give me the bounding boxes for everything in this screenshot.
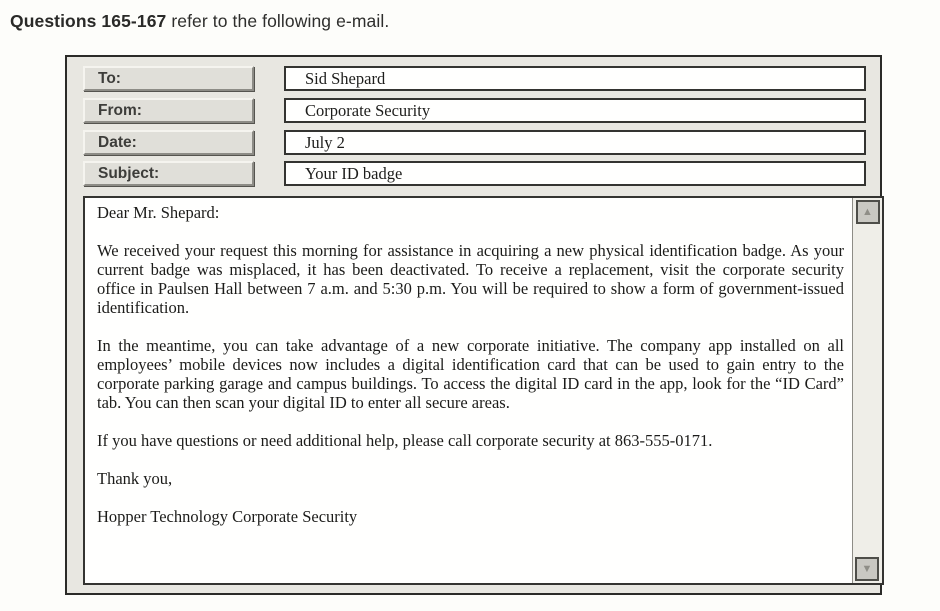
from-label-button[interactable]: From: (83, 98, 254, 123)
paragraph-1: We received your request this morning for assistance in acquiring a new physical identification badge. As your current badge was misplaced, it has been deactivated. To receive a replacement, visit the corporate security office in Paulsen Hall between 7 a.m. and 5:30 p.m. You will be required to show a form of government-issued identification. (97, 241, 844, 317)
salutation: Dear Mr. Shepard: (97, 203, 220, 222)
scroll-up-icon: ▲ (862, 206, 873, 218)
email-window (65, 55, 882, 595)
scrollbar[interactable] (852, 198, 882, 583)
subject-field[interactable]: Your ID badge (284, 161, 866, 186)
question-header (10, 11, 389, 32)
question-description: refer to the following e-mail. (166, 11, 390, 31)
paragraph-2: In the meantime, you can take advantage of a new corporate initiative. The company app installed on all employees’ mobile devices now includes a digital identification card that can be used to gain entry to the corporate parking garage and campus buildings. To access the digital ID card in the app, look for the “ID Card” tab. You can then scan your digital ID to enter all secure areas. (97, 336, 844, 412)
question-range: Questions 165-167 (10, 11, 167, 31)
to-field[interactable]: Sid Shepard (284, 66, 866, 91)
date-field[interactable]: July 2 (284, 130, 866, 155)
signature: Hopper Technology Corporate Security (97, 507, 358, 526)
scrollbar-track[interactable] (853, 226, 882, 555)
paragraph-3: If you have questions or need additional help, please call corporate security at 863-555-0171. (97, 431, 713, 450)
to-label-button[interactable]: To: (83, 66, 254, 91)
scroll-up-button[interactable] (856, 200, 880, 224)
scroll-down-icon: ▼ (861, 563, 873, 575)
date-label-button[interactable]: Date: (83, 130, 254, 155)
email-body-panel (83, 196, 884, 585)
closing: Thank you, (97, 469, 173, 488)
from-field[interactable]: Corporate Security (284, 98, 866, 123)
scroll-down-button[interactable] (855, 557, 879, 581)
email-body-text (85, 198, 850, 583)
subject-label-button[interactable]: Subject: (83, 161, 254, 186)
